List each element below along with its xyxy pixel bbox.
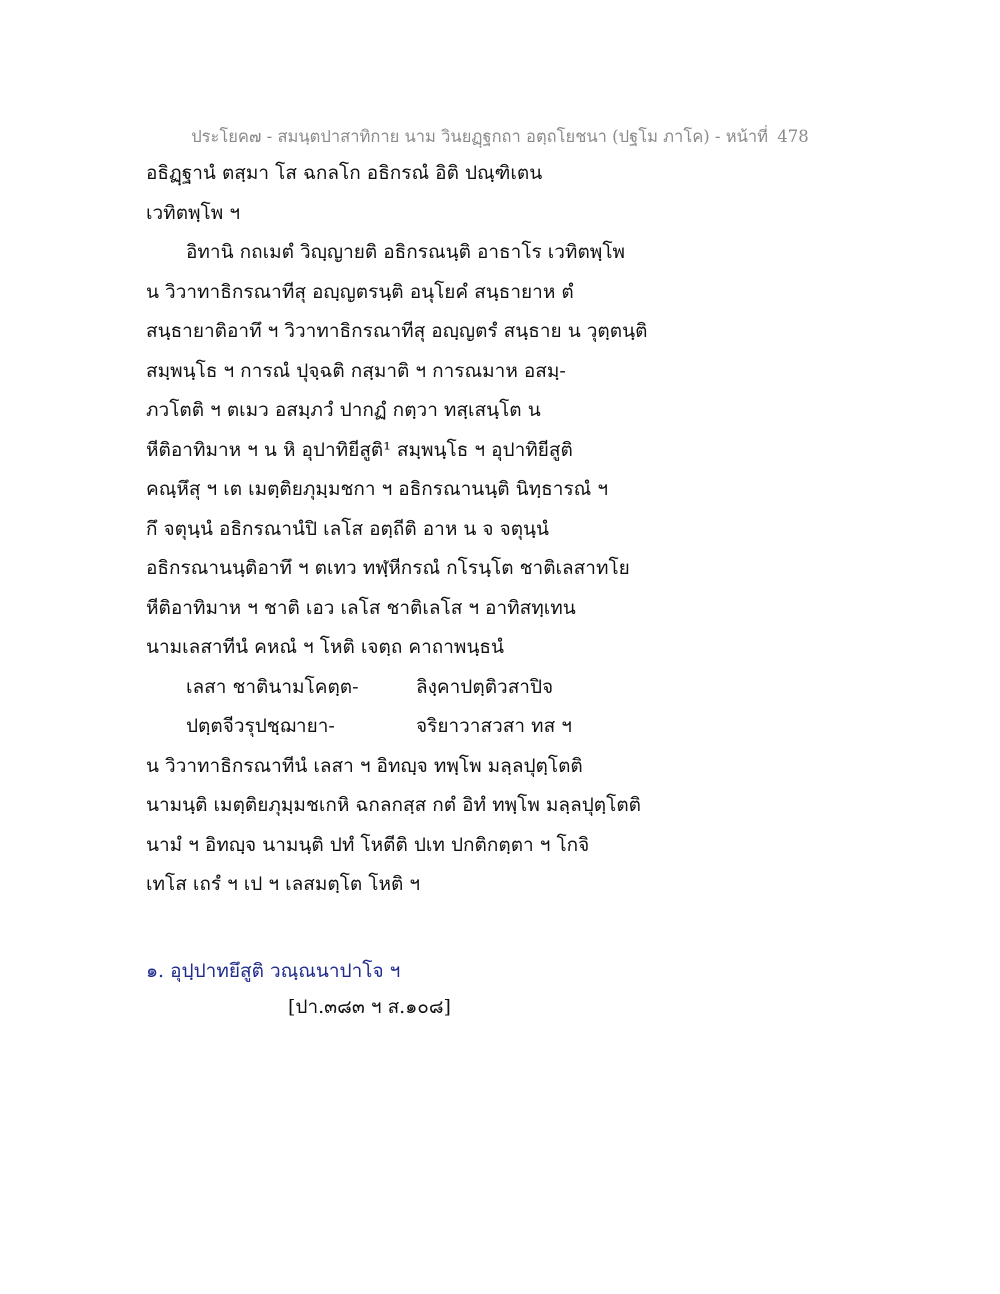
text-line: กึ จตุนฺนํ อธิกรณานํปิ เลโส อตฺถีติ อาห น จ จตุนฺนํ — [146, 517, 550, 540]
text-line: อิทานิ กถเมตํ วิญฺญายติ อธิกรณนฺติ อาธาโร เวทิตพฺโพ — [186, 241, 626, 263]
text-line: นามํ ฯ อิทญฺจ นามนฺติ ปทํ โหตีติ ปเท ปกติกตฺตา ฯ โกจิ — [146, 833, 590, 856]
page-reference: [ปา.๓๘๓ ฯ ส.๑๐๘] — [288, 996, 451, 1018]
text-line: นามนฺติ เมตฺติยภุมฺมชเกหิ ฉกลกสฺส กตํ อิทํ ทพฺโพ มลฺลปุตฺโตติ — [146, 794, 642, 816]
verse-right: ลิงฺคาปตฺติวสาปิจ — [416, 675, 554, 698]
page-header — [0, 124, 1000, 150]
footnote: ๑. อุปฺปาทยึสูติ วณฺณนาปาโจ ฯ — [146, 960, 401, 982]
verse-right: จริยาวาสวสา ทส ฯ — [416, 715, 572, 737]
text-line: หีติอาทิมาห ฯ น หิ อุปาทิยีสูติ¹ สมฺพนฺโธ ฯ อุปาทิยีสูติ — [146, 438, 573, 461]
text-line: คณฺหึสุ ฯ เต เมตฺติยภุมฺมชกา ฯ อธิกรณานนฺติ นิทฺธารณํ ฯ — [146, 478, 608, 500]
text-line: สมฺพนฺโธ ฯ การณํ ปุจฺฉติ กสฺมาติ ฯ การณมาห อสมฺ- — [146, 359, 566, 382]
text-line: เทโส เถรํ ฯ เป ฯ เลสมตฺโต โหติ ฯ — [146, 873, 421, 895]
body-text — [146, 160, 866, 911]
verse-left: ปตฺตจีวรุปชฺฌายา- — [186, 715, 335, 737]
text-line: นามเลสาทีนํ คหณํ ฯ โหติ เจตฺถ คาถาพนฺธนํ — [146, 636, 505, 658]
text-line: อธิกรณานนฺติอาทึ ฯ ตเทว ทฬฺหีกรณํ กโรนฺโต ชาติเลสาทโย — [146, 557, 630, 579]
page-number: 478 — [777, 127, 809, 146]
text-line: อธิฏฺฐานํ ตสฺมา โส ฉกลโก อธิกรณํ อิติ ปณฺฑิเตน — [146, 162, 543, 184]
verse-left: เลสา ชาตินามโคตฺต- — [186, 675, 359, 698]
verse-line — [146, 713, 866, 753]
text-line: เวทิตพฺโพ ฯ — [146, 201, 240, 224]
text-line: น วิวาทาธิกรณาทีสุ อญฺญตรนฺติ อนุโยคํ สนฺธายาห ตํ — [146, 280, 574, 303]
text-line: สนฺธายาติอาทึ ฯ วิวาทาธิกรณาทีสุ อญฺญตรํ สนฺธาย น วุตฺตนฺติ — [146, 320, 648, 342]
text-line: ภวโตติ ฯ ตเมว อสมฺภวํ ปากฏํ กตฺวา ทสฺเสนฺโต น — [146, 399, 541, 421]
text-line: น วิวาทาธิกรณาทีนํ เลสา ฯ อิทญฺจ ทพฺโพ มลฺลปุตฺโตติ — [146, 754, 583, 777]
header-title: ประโยค๗ - สมนฺตปาสาทิกาย นาม วินยฏฺฐกถา อตฺถโยชนา (ปฐโม ภาโค) - หน้าที่ — [191, 127, 769, 146]
text-line: หีติอาทิมาห ฯ ชาติ เอว เลโส ชาติเลโส ฯ อาทิสทฺเทน — [146, 596, 576, 619]
verse-line — [146, 674, 866, 714]
